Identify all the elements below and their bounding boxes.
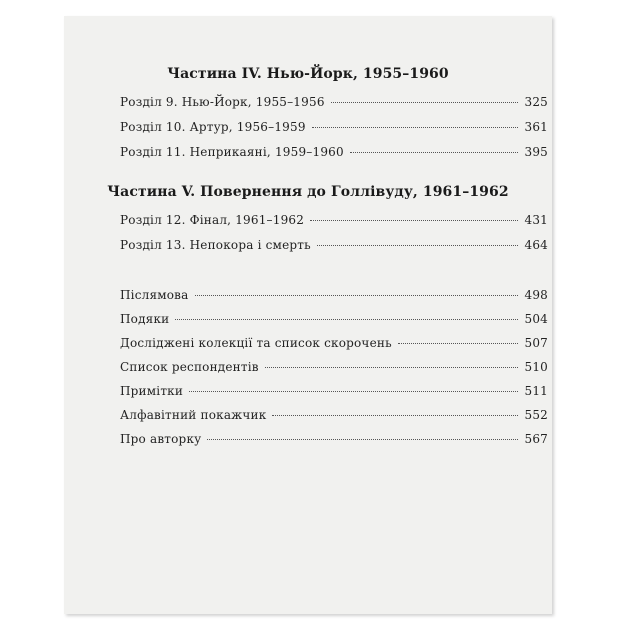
toc-entry-page: 361 [524, 120, 548, 134]
toc-entry-page: 511 [524, 384, 548, 398]
dot-leader [189, 391, 518, 392]
dot-leader [312, 127, 519, 128]
toc-entry-page: 431 [524, 213, 548, 227]
toc-entry-page: 504 [524, 312, 548, 326]
toc-entry [120, 288, 548, 302]
toc-entry-label: Післямова [120, 288, 189, 302]
toc-entry [120, 145, 548, 159]
toc-entry-label: Список респондентів [120, 360, 259, 374]
part-4-title: Частина IV. Нью-Йорк, 1955–1960 [167, 66, 449, 82]
toc-entry-page: 552 [524, 408, 548, 422]
dot-leader [175, 319, 518, 320]
toc-entry [120, 432, 548, 446]
toc-entry [120, 336, 548, 350]
toc-entry-label: Розділ 11. Неприкаяні, 1959–1960 [120, 145, 344, 159]
toc-entry-page: 395 [524, 145, 548, 159]
toc-entry-page: 510 [524, 360, 548, 374]
toc-entry-label: Примітки [120, 384, 184, 398]
toc-entry [120, 408, 548, 422]
toc-entry-label: Розділ 10. Артур, 1956–1959 [120, 120, 306, 134]
toc-entry [120, 360, 548, 374]
book-page [64, 16, 552, 614]
toc-entry [120, 312, 548, 326]
dot-leader [207, 439, 518, 440]
toc-entry-label: Розділ 9. Нью-Йорк, 1955–1956 [120, 95, 325, 109]
dot-leader [310, 220, 518, 221]
toc-entry-label: Розділ 12. Фінал, 1961–1962 [120, 213, 305, 227]
toc-entry-page: 567 [524, 432, 548, 446]
toc-entry-page: 498 [524, 288, 548, 302]
toc-entry-label: Розділ 13. Непокора і смерть [120, 238, 311, 252]
toc-entry-label: Досліджені колекції та список скорочень [120, 336, 392, 350]
toc-entry-label: Подяки [120, 312, 170, 326]
dot-leader [331, 102, 519, 103]
dot-leader [195, 295, 519, 296]
dot-leader [398, 343, 519, 344]
toc-entry-label: Алфавітний покажчик [120, 408, 267, 422]
toc-entry [120, 238, 548, 252]
part-5-title: Частина V. Повернення до Голлівуду, 1961–1962 [107, 184, 509, 200]
toc-entry [120, 384, 548, 398]
toc-entry-page: 325 [524, 95, 548, 109]
dot-leader [272, 415, 518, 416]
dot-leader [350, 152, 519, 153]
toc-entry-page: 507 [524, 336, 548, 350]
toc-entry-page: 464 [524, 238, 548, 252]
toc-entry [120, 95, 548, 109]
toc-entry [120, 213, 548, 227]
toc-entry [120, 120, 548, 134]
dot-leader [317, 245, 519, 246]
toc-entry-label: Про авторку [120, 432, 202, 446]
dot-leader [265, 367, 519, 368]
